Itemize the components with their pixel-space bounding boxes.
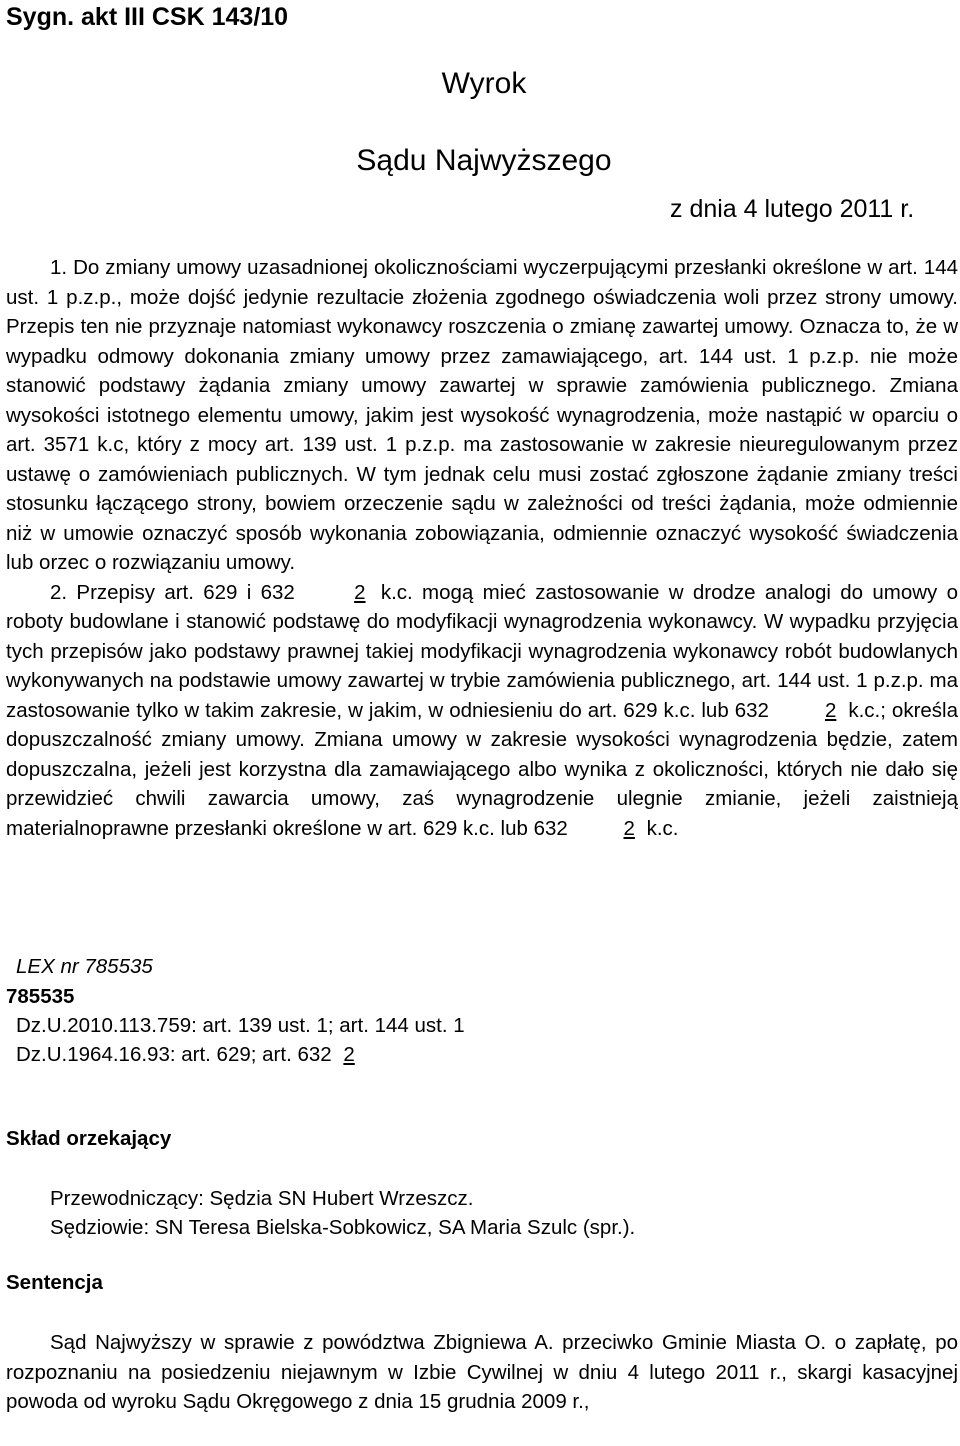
lex-reference: LEX nr 785535 (16, 955, 153, 978)
panel-heading: Skład orzekający (6, 1127, 172, 1150)
paragraph-symbol: 2 (354, 580, 366, 604)
sentence-heading: Sentencja (6, 1271, 103, 1294)
lex-number: 785535 (6, 985, 75, 1008)
legal-basis-2-text: Dz.U.1964.16.93: art. 629; art. 632 (16, 1043, 332, 1066)
thesis-paragraph-2 (6, 578, 958, 844)
judgment-date: z dnia 4 lutego 2011 r. (670, 195, 915, 223)
thesis-paragraph-2-part-b: k.c. mogą mieć zastosowanie w drodze analogi do umowy o roboty budowlane i stanowić podstawę do modyfikacji wynagrodzenia wykonawcy. W wypadku przyjęcia tych przepisów jako podstawy prawnej takiej modyfikacji wynagrodzenia wykonawcy robót budowlanych wykonywanych na podstawie umowy zawartej w trybie zamówienia publicznego, art. 144 ust. 1 p.z.p. ma zastosowanie tylko w takim zakresie, w jakim, w odniesieniu do art. 629 k.c. lub 632 (6, 580, 958, 722)
thesis-paragraph-2-part-c: k.c.; określa dopuszczalność zmiany umowy. Zmiana umowy w zakresie wysokości wynagrodzenia będzie, zatem dopuszczalna, jeżeli jest korzystna dla zamawiającego albo wynika z okoliczności, których nie dało się przewidzieć chwili zawarcia umowy, zaś wynagrodzenie ulegnie zmianie, jeżeli zaistnieją materialnoprawne przesłanki określone w art. 629 k.c. lub 632 (6, 698, 959, 840)
sentence-section (6, 1328, 958, 1417)
thesis-section (6, 253, 958, 843)
case-signature: Sygn. akt III CSK 143/10 (6, 3, 289, 31)
legal-basis-1: Dz.U.2010.113.759: art. 139 ust. 1; art. 144 ust. 1 (16, 1014, 465, 1037)
court-name: Sądu Najwyższego (356, 144, 612, 177)
thesis-paragraph-2-part-d: k.c. (646, 816, 679, 840)
paragraph-symbol: 2 (824, 698, 837, 722)
document-title: Wyrok (441, 67, 527, 100)
presiding-judge: Przewodniczący: Sędzia SN Hubert Wrzeszcz. (50, 1187, 474, 1210)
thesis-paragraph-2-part-a: 2. Przepisy art. 629 i 632 (50, 580, 295, 604)
thesis-paragraph-1: 1. Do zmiany umowy uzasadnionej okolicznościami wyczerpującymi przesłanki określone w art. 144 ust. 1 p.z.p., może dojść jedynie rezultacie złożenia zgodnego oświadczenia woli przez strony umowy. Przepis ten nie przyznaje natomiast wykonawcy roszczenia o zmianę zawartej umowy. Oznacza to, że w wypadku odmowy dokonania zmiany umowy przez zamawiającego, art. 144 ust. 1 p.z.p. nie może stanowić podstawy żądania zmiany umowy zawartej w sprawie zamówienia publicznego. Zmiana wysokości istotnego elementu umowy, jakim jest wysokość wynagrodzenia, może nastąpić w oparciu o art. 3571 k.c, który z mocy art. 139 ust. 1 p.z.p. ma zastosowanie w zakresie nieuregulowanym przez ustawę o zamówieniach publicznych. W tym jednak celu musi zostać zgłoszone żądanie zmiany treści stosunku łączącego strony, bowiem orzeczenie sądu w zależności od treści żądania, może odmiennie niż w umowie oznaczyć sposób wykonania zobowiązania, odmiennie oznaczyć wysokość świadczenia lub orzec o rozwiązaniu umowy. (6, 256, 958, 574)
paragraph-symbol: 2 (623, 816, 635, 840)
paragraph-symbol: 2 (343, 1043, 355, 1066)
sentence-paragraph: Sąd Najwyższy w sprawie z powództwa Zbigniewa A. przeciwko Gminie Miasta O. o zapłatę, po rozpoznaniu na posiedzeniu niejawnym w Izbie Cywilnej w dniu 4 lutego 2011 r., skargi kasacyjnej powoda od wyroku Sądu Okręgowego z dnia 15 grudnia 2009 r., (6, 1331, 958, 1413)
legal-basis-2 (6, 1040, 960, 1069)
panel-judges: Sędziowie: SN Teresa Bielska-Sobkowicz, SA Maria Szulc (spr.). (50, 1216, 636, 1239)
